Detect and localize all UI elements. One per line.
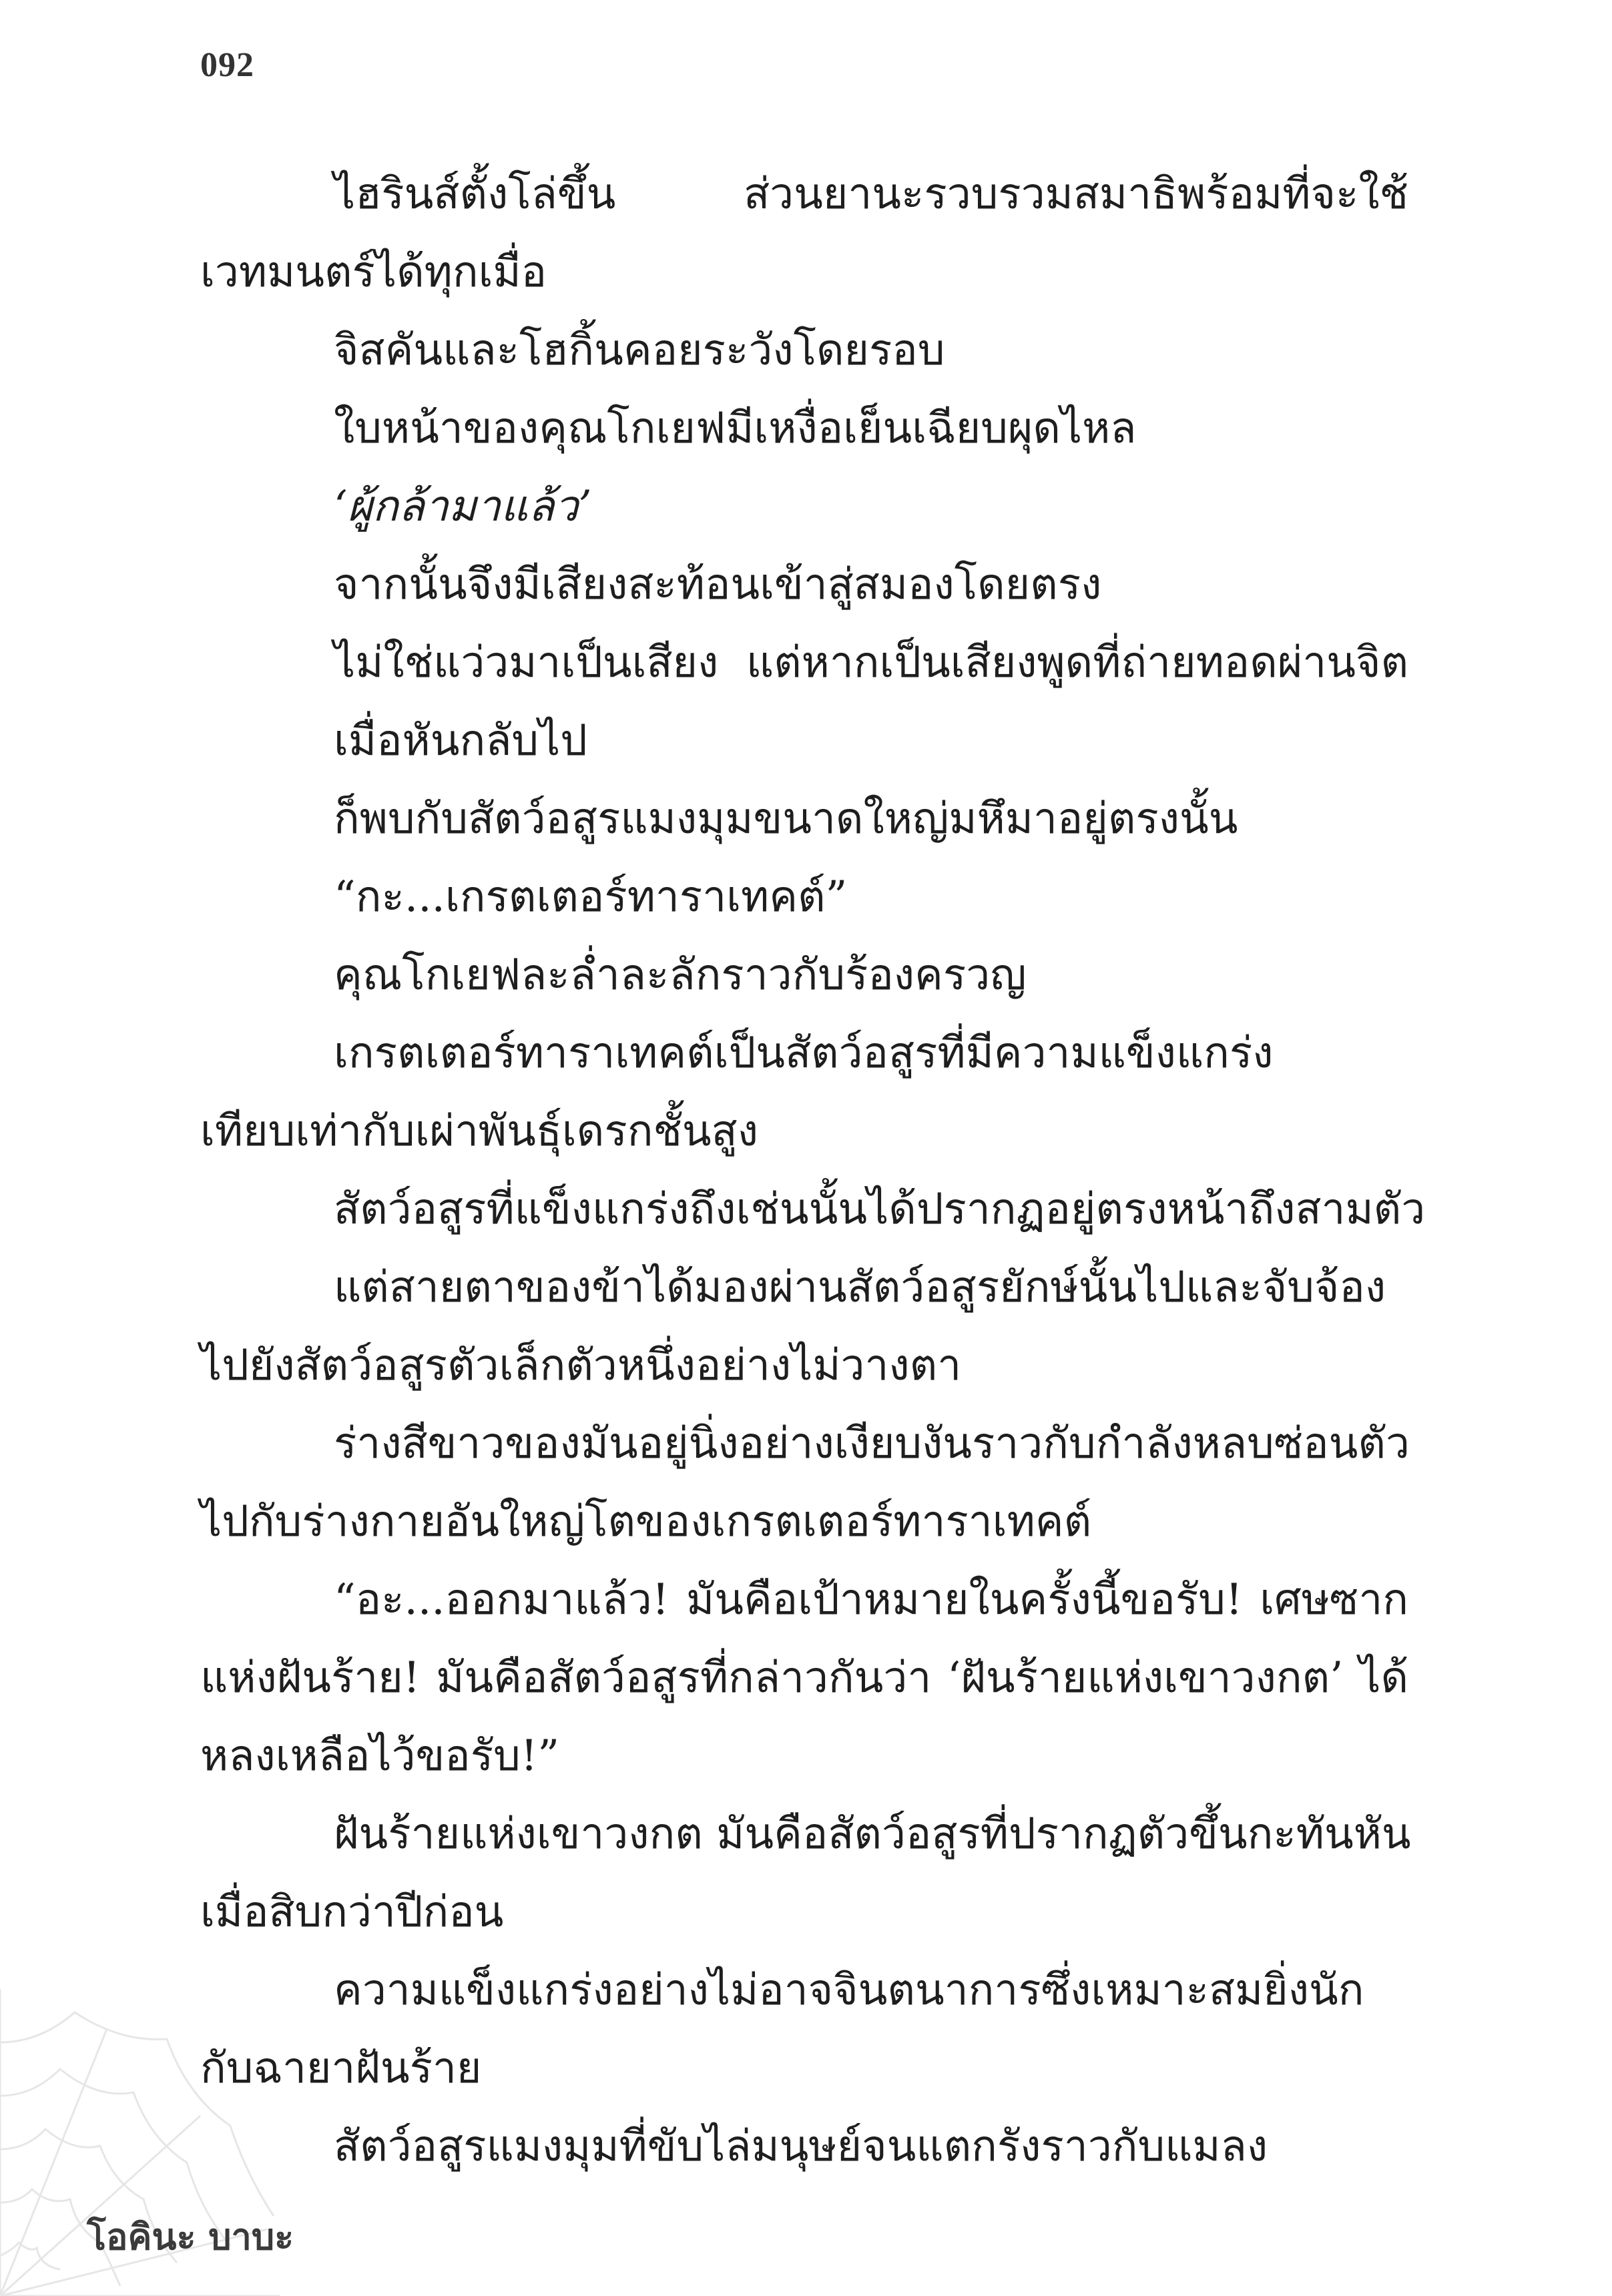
footer-author: โอคินะ บาบะ	[87, 2216, 294, 2258]
text-line: ใบหน้าของคุณโกเยฟมีเหงื่อเย็นเฉียบผุดไหล	[334, 404, 1137, 453]
text-line: สัตว์อสูรที่แข็งแกร่งถึงเช่นนั้นได้ปรากฏอยู่ตรงหน้าถึงสามตัว	[334, 1185, 1426, 1234]
text-line: หลงเหลือไว้ขอรับ!”	[200, 1731, 560, 1781]
text-line: แห่งฝันร้าย! มันคือสัตว์อสูรที่กล่าวกันว่า ‘ฝันร้ายแห่งเขาวงกต’ ได้	[200, 1653, 1408, 1703]
text-line: สัตว์อสูรแมงมุมที่ขับไล่มนุษย์จนแตกรังราวกับแมลง	[334, 2122, 1268, 2171]
text-line: เทียบเท่ากับเผ่าพันธุ์เดรกชั้นสูง	[200, 1107, 758, 1156]
text-line: ไปกับร่างกายอันใหญ่โตของเกรตเตอร์ทาราเทคต์	[200, 1497, 1092, 1546]
text-line: ฝันร้ายแห่งเขาวงกต มันคือสัตว์อสูรที่ปรากฏตัวขึ้นกะทันหัน	[334, 1809, 1411, 1859]
text-line: จากนั้นจึงมีเสียงสะท้อนเข้าสู่สมองโดยตรง	[334, 560, 1102, 609]
text-line: เวทมนตร์ได้ทุกเมื่อ	[200, 248, 547, 297]
text-line: “กะ...เกรตเตอร์ทาราเทคต์”	[334, 872, 848, 922]
text-line: เมื่อหันกลับไป	[334, 716, 587, 766]
text-line: แต่สายตาของข้าได้มองผ่านสัตว์อสูรยักษ์นั้นไปและจับจ้อง	[334, 1263, 1386, 1312]
text-line: เกรตเตอร์ทาราเทคต์เป็นสัตว์อสูรที่มีความแข็งแกร่ง	[334, 1029, 1274, 1078]
text-line: คุณโกเยฟละล่ำละลักราวกับร้องครวญ	[334, 950, 1027, 1000]
text-line: ความแข็งแกร่งอย่างไม่อาจจินตนาการซึ่งเหมาะสมยิ่งนัก	[334, 1966, 1364, 2015]
text-line: ไม่ใช่แว่วมาเป็นเสียง แต่หากเป็นเสียงพูดที่ถ่ายทอดผ่านจิต	[334, 638, 1408, 687]
text-line: จิสคันและโฮกิ้นคอยระวังโดยรอบ	[334, 326, 945, 375]
text-line: ‘ผู้กล้ามาแล้ว’	[334, 482, 592, 531]
text-line: “อะ...ออกมาแล้ว! มันคือเป้าหมายในครั้งนี้ขอรับ! เศษซาก	[334, 1575, 1408, 1625]
page-number: 092	[200, 46, 254, 84]
text-line: เมื่อสิบกว่าปีก่อน	[200, 1888, 504, 1937]
text-line: ไปยังสัตว์อสูรตัวเล็กตัวหนึ่งอย่างไม่วางตา	[200, 1341, 962, 1390]
text-line: ร่างสีขาวของมันอยู่นิ่งอย่างเงียบงันราวกับกำลังหลบซ่อนตัว	[334, 1419, 1410, 1468]
text-line: ก็พบกับสัตว์อสูรแมงมุมขนาดใหญ่มหึมาอยู่ตรงนั้น	[334, 794, 1238, 844]
text-line: ไฮรินส์ตั้งโล่ขึ้น ส่วนยานะรวบรวมสมาธิพร้อมที่จะใช้	[334, 170, 1408, 219]
text-line: กับฉายาฝันร้าย	[200, 2044, 482, 2093]
